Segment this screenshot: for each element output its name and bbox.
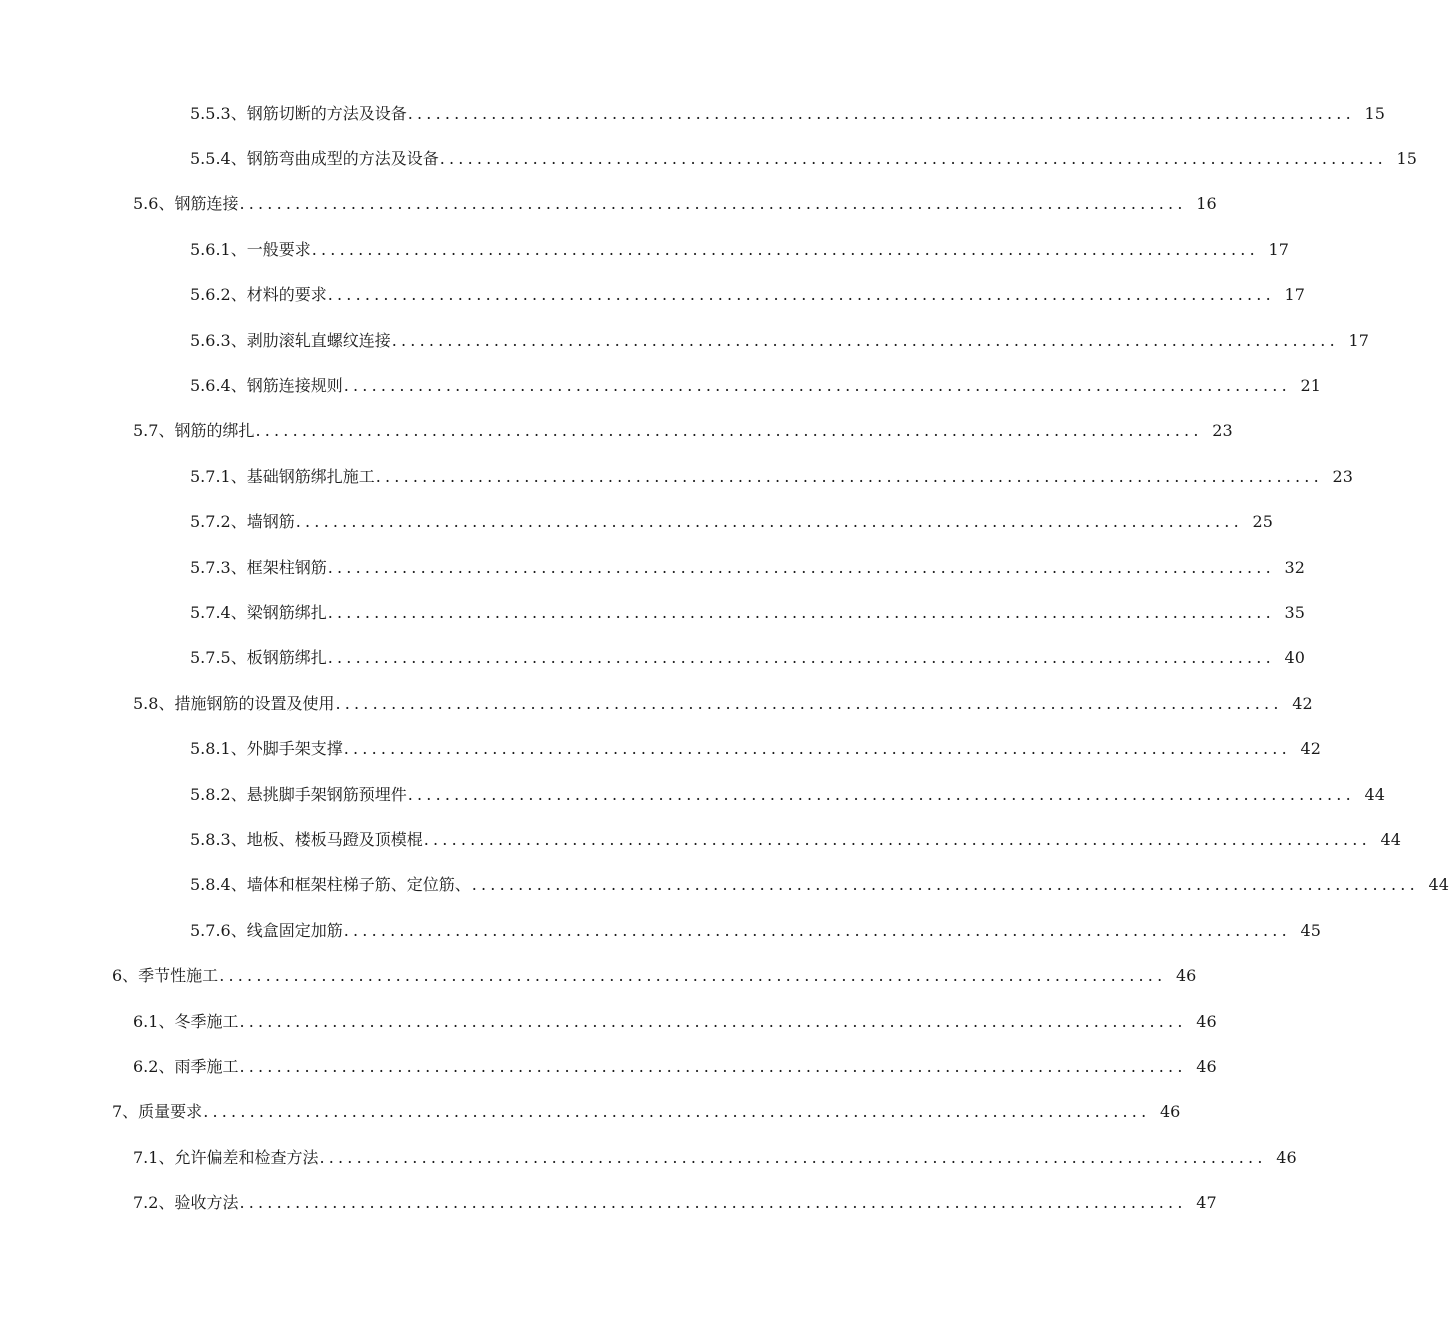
toc-entry-label: 5.7.2、墙钢筋 — [190, 512, 295, 532]
toc-entry-label: 6.2、雨季施工 — [133, 1056, 239, 1076]
toc-dot-leader: ...................................................................................................... — [219, 966, 1167, 986]
toc-page-number: 15 — [1396, 149, 1417, 169]
toc-dot-leader: ...................................................................................................... — [343, 376, 1291, 396]
toc-page-number: 46 — [1176, 966, 1197, 986]
toc-entry-6-1[interactable] — [0, 999, 1217, 1044]
toc-entry-label: 5.6.1、一般要求 — [190, 239, 311, 259]
toc-dot-leader: ...................................................................................................... — [239, 1193, 1187, 1213]
toc-dot-leader: ...................................................................................................... — [407, 103, 1355, 123]
toc-entry-7-1[interactable] — [0, 1135, 1297, 1180]
toc-page-number: 47 — [1196, 1193, 1217, 1213]
toc-dot-leader: ...................................................................................................... — [471, 875, 1419, 895]
toc-entry-5-5-4[interactable] — [0, 136, 1417, 181]
toc-entry-label: 5.8、措施钢筋的设置及使用 — [133, 693, 335, 713]
toc-dot-leader: ...................................................................................................... — [295, 512, 1243, 532]
toc-entry-5-5-3[interactable] — [0, 91, 1385, 136]
toc-page-number: 44 — [1428, 875, 1449, 895]
toc-page-number: 17 — [1284, 285, 1305, 305]
toc-entry-label: 6、季节性施工 — [112, 966, 219, 986]
toc-entry-5-6[interactable] — [0, 182, 1217, 227]
toc-entry-label: 5.6.2、材料的要求 — [190, 285, 327, 305]
toc-dot-leader: ...................................................................................................... — [423, 829, 1371, 849]
toc-entry-label: 5.7、钢筋的绑扎 — [133, 421, 255, 441]
toc-entry-label: 5.6、钢筋连接 — [133, 194, 239, 214]
toc-entry-label: 5.7.1、基础钢筋绑扎施工 — [190, 466, 375, 486]
toc-entry-label: 5.6.3、剥肋滚轧直螺纹连接 — [190, 330, 391, 350]
toc-entry-label: 5.5.3、钢筋切断的方法及设备 — [190, 103, 407, 123]
toc-page-number: 42 — [1300, 739, 1321, 759]
toc-dot-leader: ...................................................................................................... — [343, 739, 1291, 759]
toc-dot-leader: ...................................................................................................... — [327, 648, 1275, 668]
toc-dot-leader: ...................................................................................................... — [343, 920, 1291, 940]
toc-entry-label: 7.1、允许偏差和检查方法 — [133, 1147, 319, 1167]
toc-dot-leader: ...................................................................................................... — [407, 784, 1355, 804]
toc-entry-label: 5.7.3、框架柱钢筋 — [190, 557, 327, 577]
toc-page-number: 23 — [1332, 466, 1353, 486]
toc-entry-label: 5.8.3、地板、楼板马蹬及顶模棍 — [190, 829, 423, 849]
toc-page-number: 44 — [1364, 784, 1385, 804]
toc-entry-5-8-3[interactable] — [0, 817, 1401, 862]
table-of-contents — [0, 91, 1449, 1226]
toc-entry-label: 5.7.5、板钢筋绑扎 — [190, 648, 327, 668]
toc-page-number: 46 — [1196, 1011, 1217, 1031]
toc-entry-5-8-1[interactable] — [0, 726, 1321, 771]
toc-page-number: 16 — [1196, 194, 1217, 214]
toc-entry-5-7-4[interactable] — [0, 590, 1305, 635]
toc-page-number: 42 — [1292, 693, 1313, 713]
toc-entry-label: 5.7.4、梁钢筋绑扎 — [190, 602, 327, 622]
toc-dot-leader: ...................................................................................................... — [319, 1147, 1267, 1167]
toc-page-number: 17 — [1348, 330, 1369, 350]
toc-page-number: 46 — [1196, 1056, 1217, 1076]
toc-dot-leader: ...................................................................................................... — [327, 602, 1275, 622]
toc-entry-7[interactable] — [0, 1090, 1181, 1135]
toc-entry-6-2[interactable] — [0, 1044, 1217, 1089]
toc-entry-label: 5.8.2、悬挑脚手架钢筋预埋件 — [190, 784, 407, 804]
toc-entry-label: 7.2、验收方法 — [133, 1193, 239, 1213]
toc-entry-5-7-6[interactable] — [0, 908, 1321, 953]
toc-entry-5-6-4[interactable] — [0, 363, 1321, 408]
toc-entry-label: 6.1、冬季施工 — [133, 1011, 239, 1031]
toc-page-number: 44 — [1380, 829, 1401, 849]
toc-entry-5-6-3[interactable] — [0, 318, 1369, 363]
toc-entry-5-7-3[interactable] — [0, 545, 1305, 590]
toc-dot-leader: ...................................................................................................... — [327, 557, 1275, 577]
toc-entry-5-7-5[interactable] — [0, 636, 1305, 681]
toc-page-number: 15 — [1364, 103, 1385, 123]
toc-entry-5-8-4[interactable] — [0, 863, 1449, 908]
toc-entry-5-7-2[interactable] — [0, 500, 1273, 545]
toc-page-number: 45 — [1300, 920, 1321, 940]
toc-dot-leader: ...................................................................................................... — [239, 1056, 1187, 1076]
toc-entry-label: 7、质量要求 — [112, 1102, 203, 1122]
toc-dot-leader: ...................................................................................................... — [375, 466, 1323, 486]
toc-dot-leader: ...................................................................................................... — [311, 239, 1259, 259]
toc-page-number: 46 — [1276, 1147, 1297, 1167]
toc-page-number: 32 — [1284, 557, 1305, 577]
toc-dot-leader: ...................................................................................................... — [327, 285, 1275, 305]
toc-entry-6[interactable] — [0, 953, 1197, 998]
toc-entry-5-7-1[interactable] — [0, 454, 1353, 499]
toc-entry-5-7[interactable] — [0, 409, 1233, 454]
toc-dot-leader: ...................................................................................................... — [391, 330, 1339, 350]
toc-dot-leader: ...................................................................................................... — [239, 1011, 1187, 1031]
toc-entry-label: 5.8.1、外脚手架支撑 — [190, 739, 343, 759]
toc-entry-5-8[interactable] — [0, 681, 1313, 726]
toc-entry-5-6-2[interactable] — [0, 273, 1305, 318]
toc-page-number: 17 — [1268, 239, 1289, 259]
toc-page-number: 23 — [1212, 421, 1233, 441]
toc-entry-label: 5.5.4、钢筋弯曲成型的方法及设备 — [190, 149, 439, 169]
toc-dot-leader: ...................................................................................................... — [239, 194, 1187, 214]
toc-entry-label: 5.8.4、墙体和框架柱梯子筋、定位筋、 — [190, 875, 471, 895]
toc-page-number: 35 — [1284, 602, 1305, 622]
toc-entry-label: 5.7.6、线盒固定加筋 — [190, 920, 343, 940]
toc-entry-5-8-2[interactable] — [0, 772, 1385, 817]
toc-page-number: 25 — [1252, 512, 1273, 532]
toc-page-number: 46 — [1160, 1102, 1181, 1122]
toc-dot-leader: ...................................................................................................... — [255, 421, 1203, 441]
toc-dot-leader: ...................................................................................................... — [203, 1102, 1151, 1122]
toc-page-number: 21 — [1300, 376, 1321, 396]
toc-dot-leader: ...................................................................................................... — [439, 149, 1387, 169]
toc-dot-leader: ...................................................................................................... — [335, 693, 1283, 713]
toc-entry-7-2[interactable] — [0, 1180, 1217, 1225]
toc-page-number: 40 — [1284, 648, 1305, 668]
toc-entry-5-6-1[interactable] — [0, 227, 1289, 272]
toc-entry-label: 5.6.4、钢筋连接规则 — [190, 376, 343, 396]
